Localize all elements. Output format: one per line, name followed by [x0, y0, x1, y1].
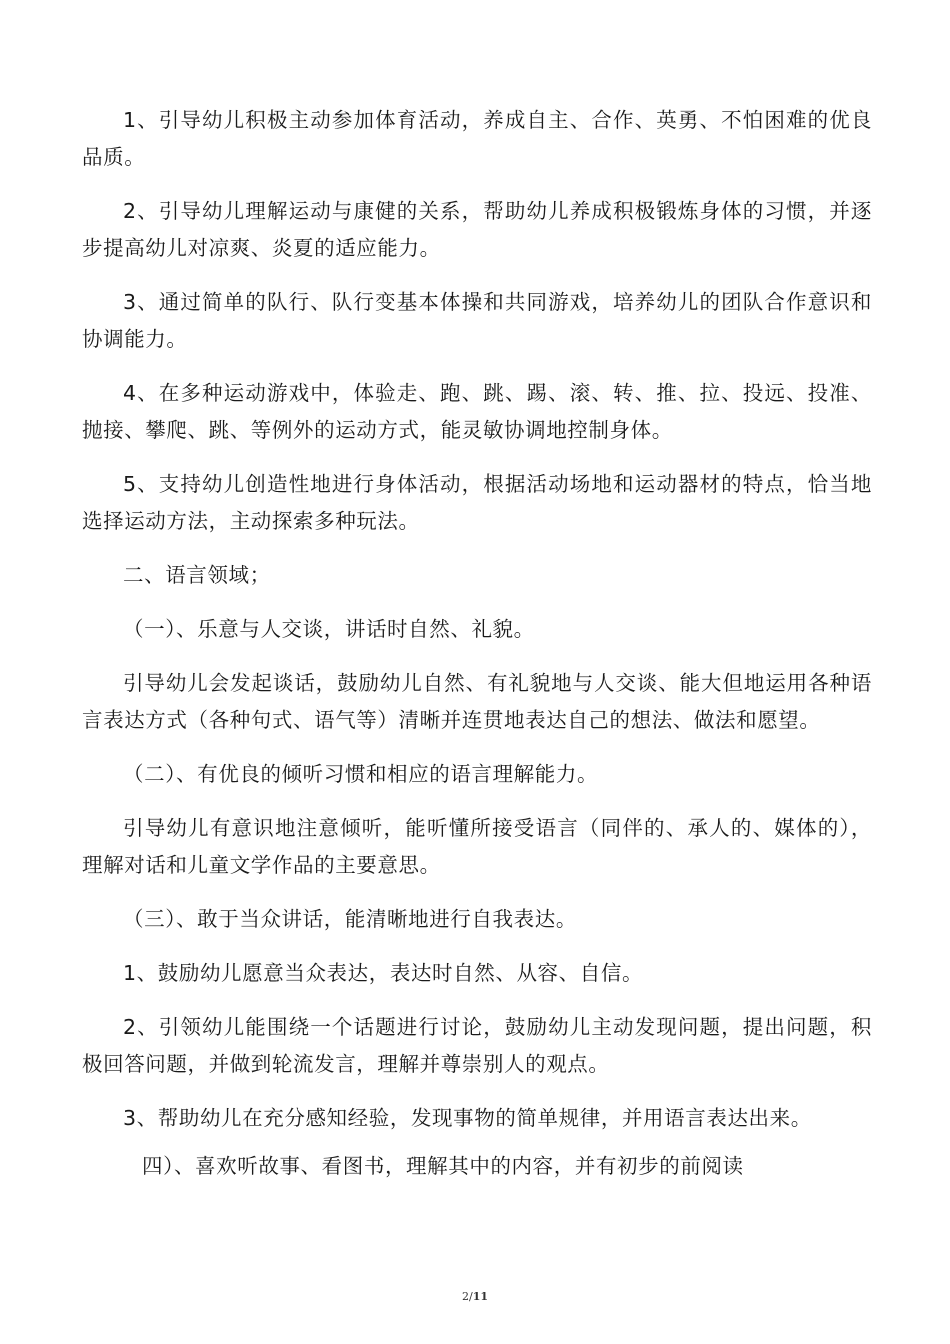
paragraph: 2、引领幼儿能围绕一个话题进行讨论，鼓励幼儿主动发现问题，提出问题，积极回答问题，并做到轮流发言，理解并尊崇别人的观点。 [82, 1015, 872, 1076]
paragraph: 1、引导幼儿积极主动参加体育活动，养成自主、合作、英勇、不怕困难的优良品质。 [82, 108, 872, 169]
paragraph: 3、通过简单的队行、队行变基本体操和共同游戏，培养幼儿的团队合作意识和协调能力。 [82, 290, 872, 351]
paragraph: 4、在多种运动游戏中，体验走、跑、跳、踢、滚、转、推、拉、投远、投准、抛接、攀爬、跳、等例外的运动方式，能灵敏协调地控制身体。 [82, 381, 872, 442]
paragraph: 2、引导幼儿理解运动与康健的关系，帮助幼儿养成积极锻炼身体的习惯，并逐步提高幼儿对凉爽、炎夏的适应能力。 [82, 199, 872, 260]
paragraph: 1、鼓励幼儿愿意当众表达，表达时自然、从容、自信。 [123, 961, 644, 985]
subsection-heading: （一）、乐意与人交谈，讲话时自然、礼貌。 [123, 617, 535, 641]
paragraph: 引导幼儿有意识地注意倾听，能听懂所接受语言（同伴的、承人的、媒体的），理解对话和儿童文学作品的主要意思。 [82, 816, 872, 877]
page-number [0, 1290, 950, 1303]
page-number-total: 11 [472, 1290, 489, 1303]
paragraph: 3、帮助幼儿在充分感知经验，发现事物的简单规律，并用语言表达出来。 [123, 1106, 812, 1130]
subsection-heading: （三）、敢于当众讲话，能清晰地进行自我表达。 [123, 907, 577, 931]
section-heading: 二、语言领域； [123, 563, 271, 587]
paragraph: 5、支持幼儿创造性地进行身体活动，根据活动场地和运动器材的特点，恰当地选择运动方法，主动探索多种玩法。 [82, 472, 872, 533]
subsection-heading: （二）、有优良的倾听习惯和相应的语言理解能力。 [123, 762, 599, 786]
page-number-current: 2/ [461, 1290, 473, 1303]
paragraph: 引导幼儿会发起谈话，鼓励幼儿自然、有礼貌地与人交谈、能大但地运用各种语言表达方式（各种句式、语气等）清晰并连贯地表达自己的想法、做法和愿望。 [82, 671, 872, 732]
subsection-heading: 四）、喜欢听故事、看图书，理解其中的内容，并有初步的前阅读 [142, 1154, 744, 1178]
document-body [82, 102, 872, 1202]
